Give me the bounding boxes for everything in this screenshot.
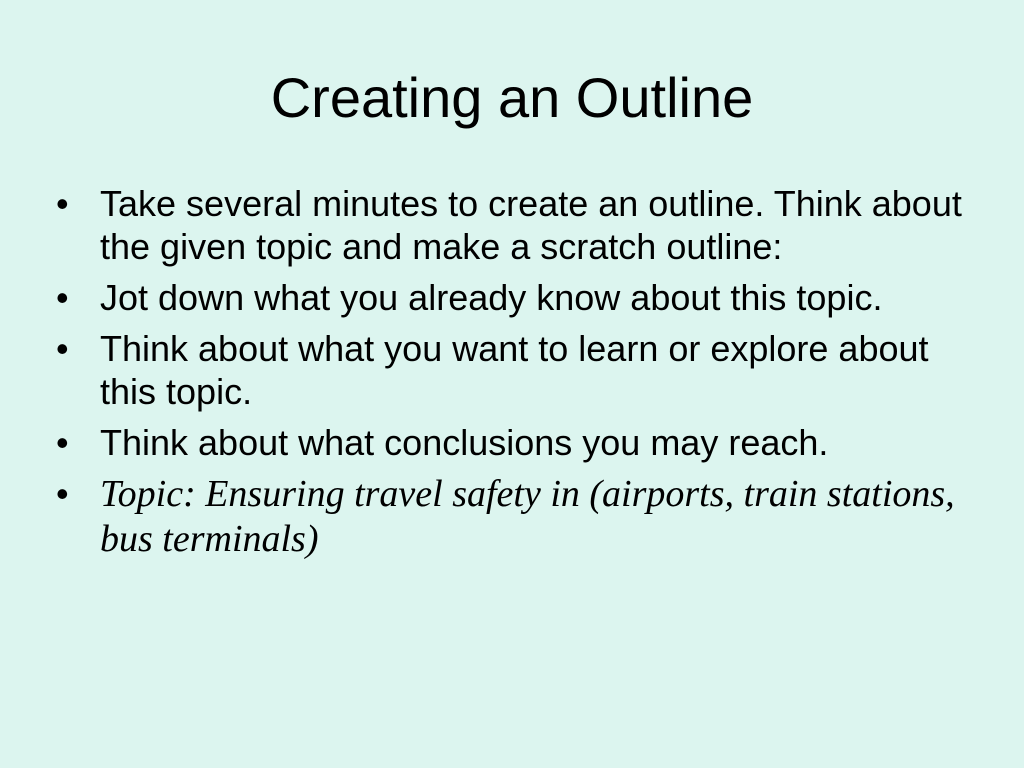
bullet-marker: • [56,473,69,514]
bullet-marker: • [56,277,69,318]
bullet-item-topic [56,472,986,562]
bullet-text: Take several minutes to create an outline. Think about the given topic and make a scratch outline: [100,183,962,267]
bullet-item [56,327,986,413]
bullet-marker: • [56,328,69,369]
bullet-text: Think about what conclusions you may reach. [100,422,829,463]
slide-title: Creating an Outline [270,66,754,129]
topic-text: Topic: Ensuring travel safety in (airports, train stations, bus terminals) [100,473,955,560]
bullet-item [56,182,986,268]
bullet-item [56,421,986,464]
bullet-list [56,182,986,570]
bullet-item [56,276,986,319]
bullet-marker: • [56,422,69,463]
bullet-text: Jot down what you already know about this topic. [100,277,883,318]
bullet-text: Think about what you want to learn or explore about this topic. [100,328,929,412]
bullet-marker: • [56,183,69,224]
